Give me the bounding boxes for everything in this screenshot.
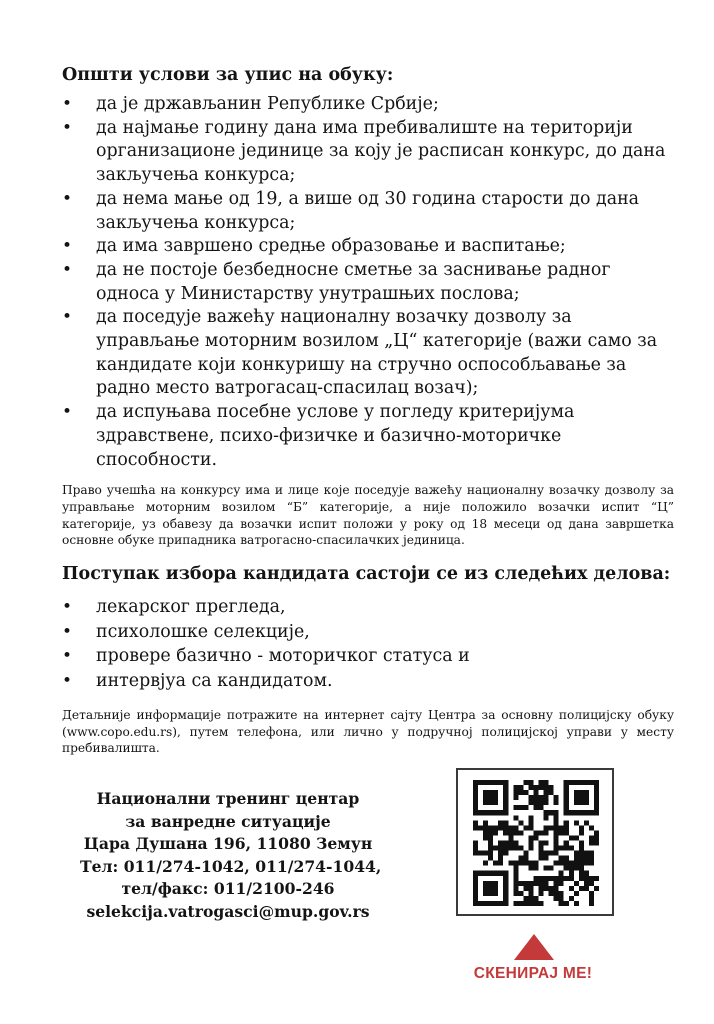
list-item: • лекарског прегледа,: [62, 595, 674, 620]
main-content: [62, 64, 674, 757]
address: Цара Душана 196, 11080 Земун: [83, 834, 373, 854]
selection-procedure-heading: Поступак избора кандидата састоји се из следећих делова:: [62, 564, 671, 585]
details-note: Детаљније информације потражите на интернет сајту Центра за основну полицијску обуку (www.copo.edu.rs), путем телефона, или лично у подручној полицијској управи у месту пребивалишта.: [62, 708, 674, 756]
list-item: • да је држављанин Републике Србије;: [62, 93, 674, 117]
list-item: • интервјуа са кандидатом.: [62, 669, 674, 694]
contact-block: [80, 788, 382, 924]
list-item: • психолошке селекције,: [62, 620, 674, 645]
qr-code: [473, 780, 599, 906]
organization-name-line1: Национални тренинг центар: [96, 789, 360, 808]
phone-numbers: Тел: 011/274-1042, 011/274-1044,: [80, 856, 382, 876]
list-item: • да има завршено средње образовање и васпитање;: [62, 235, 674, 259]
list-item: • да нема мање од 19, а више од 30 година старости до дана закључења конкурса;: [62, 188, 674, 235]
organization-name-line2: за ванредне ситуације: [125, 811, 331, 831]
qr-code-frame: [456, 768, 614, 916]
general-conditions-list: [62, 93, 674, 472]
general-conditions-heading: Општи услови за упис на обуку:: [62, 65, 394, 85]
list-item: • да испуњава посебне услове у погледу критеријума здравствене, психо-физичке и базично-моторичке способности.: [62, 401, 674, 472]
list-item: • да најмање годину дана има пребивалиште на територији организационе јединице за коју је расписан конкурс, до дана закључења конкурса;: [62, 117, 674, 188]
license-note: Право учешћа на конкурсу има и лице које поседује важећу националну возачку дозволу за управљање моторним возилом “Б” категорије, а није положило возачки испит “Ц” категорије, уз обавезу да возачки испит положи у року од 18 месеци од дана завршетка основне обуке припадника ватрогасно-спасилачких јединица.: [62, 483, 674, 548]
list-item: • да поседује важећу националну возачку дозволу за управљање моторним возилом „Ц“ категорије (важи само за кандидате који конкуришу на стручно оспособљавање за радно место ватрогасац-спасилац возач);: [62, 306, 674, 401]
arrow-up-icon: [514, 934, 554, 960]
list-item: • провере базично - моторичког статуса и: [62, 644, 674, 669]
scan-me-label: СКЕНИРАЈ МЕ!: [473, 965, 593, 982]
selection-procedure-list: [62, 595, 674, 693]
list-item: • да не постоје безбедносне сметње за заснивање радног односа у Министарству унутрашњих послова;: [62, 259, 674, 306]
fax-number: тел/факс: 011/2100-246: [121, 879, 335, 899]
email-address: selekcija.vatrogasci@mup.gov.rs: [86, 901, 370, 921]
